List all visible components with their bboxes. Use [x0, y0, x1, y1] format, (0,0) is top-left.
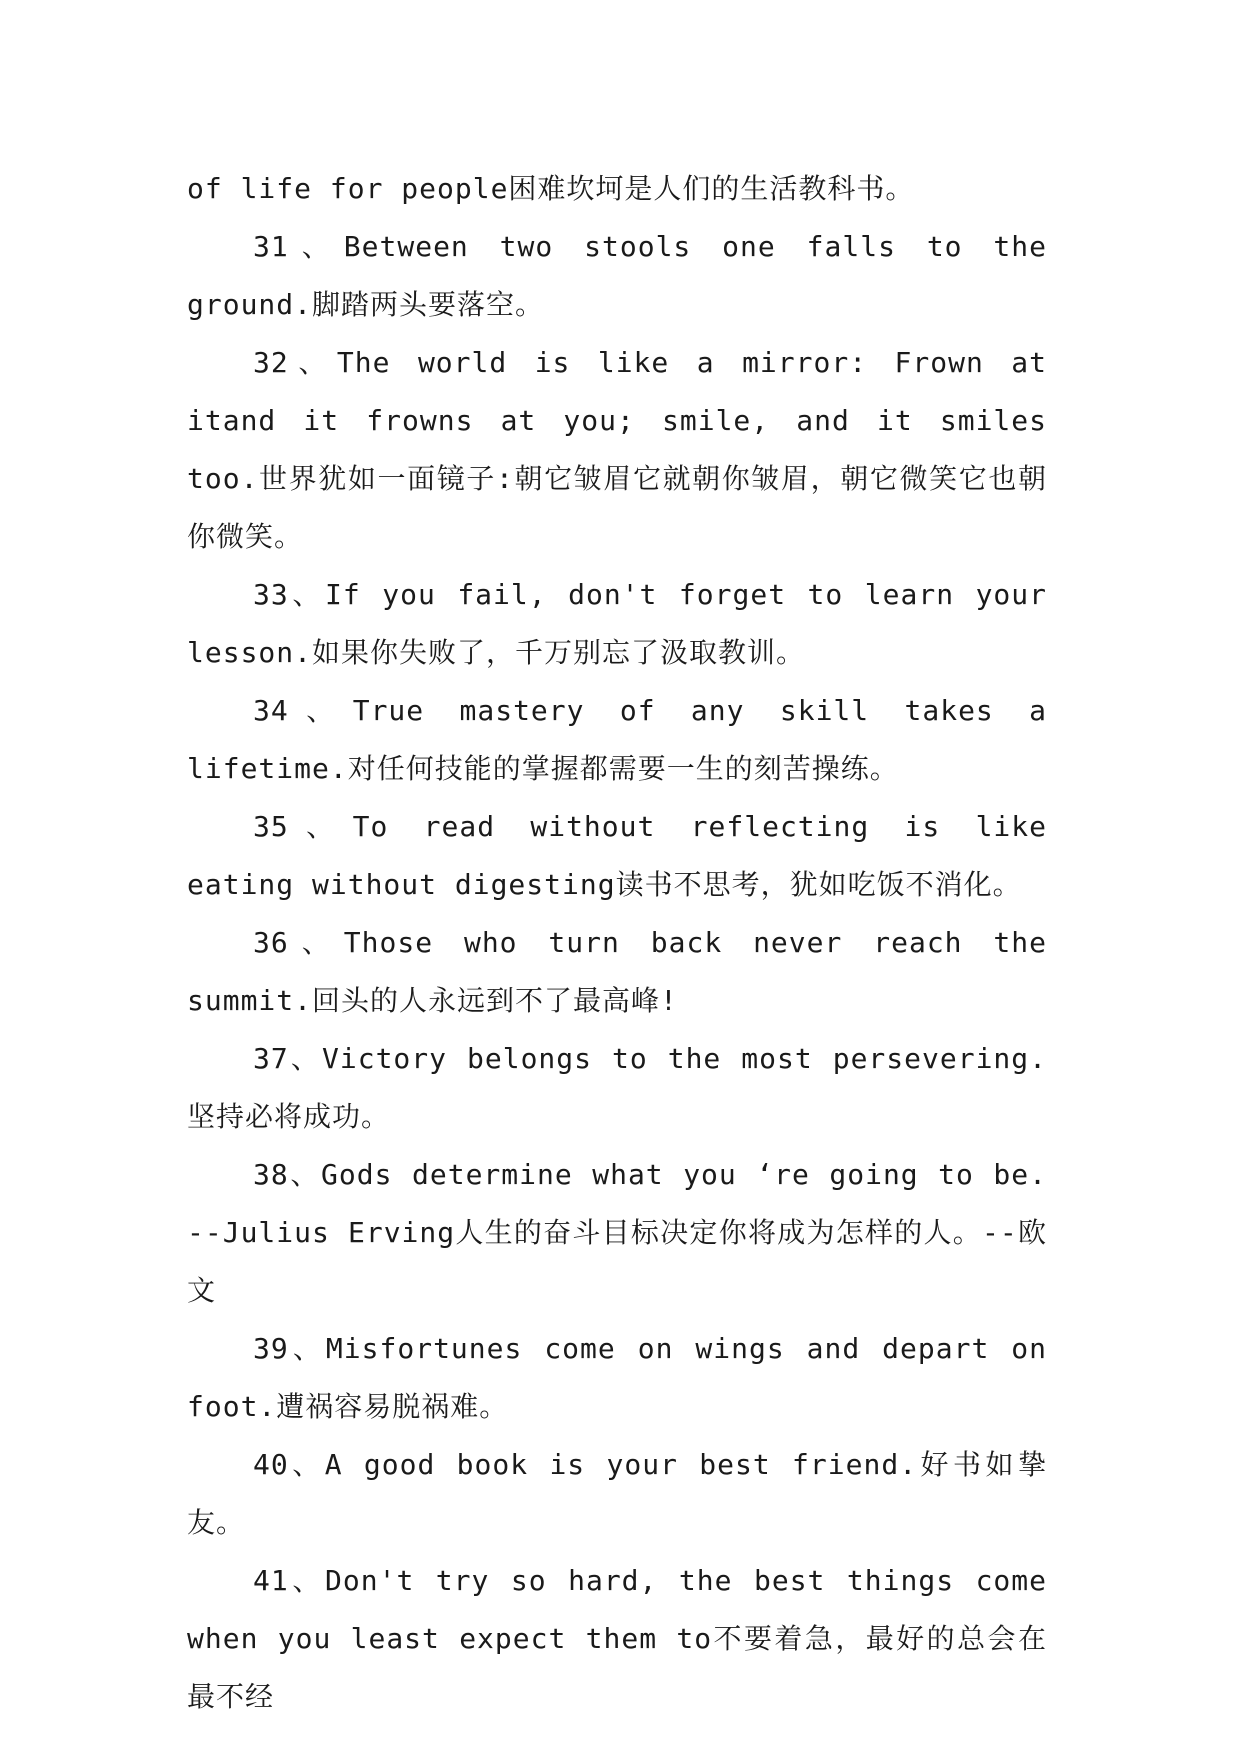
paragraph-38: 38、Gods determine what you ‘re going to be. --Julius Erving人生的奋斗目标决定你将成为怎样的人。--欧文 [187, 1158, 1047, 1307]
paragraph-33: 33、If you fail, don't forget to learn your lesson.如果你失败了，千万别忘了汲取教训。 [187, 578, 1047, 669]
paragraph-32: 32、The world is like a mirror: Frown at itand it frowns at you; smile, and it smiles too.世界犹如一面镜子:朝它皱眉它就朝你皱眉，朝它微笑它也朝你微笑。 [187, 346, 1047, 553]
paragraph-39: 39、Misfortunes come on wings and depart on foot.遭祸容易脱祸难。 [187, 1332, 1047, 1423]
paragraph-34: 34、True mastery of any skill takes a lifetime.对任何技能的掌握都需要一生的刻苦操练。 [187, 694, 1047, 785]
paragraph-36: 36、Those who turn back never reach the summit.回头的人永远到不了最高峰! [187, 926, 1047, 1017]
paragraph-37: 37、Victory belongs to the most persevering.坚持必将成功。 [187, 1042, 1047, 1133]
paragraph-35: 35、To read without reflecting is like eating without digesting读书不思考，犹如吃饭不消化。 [187, 810, 1047, 901]
paragraph-31: 31、Between two stools one falls to the ground.脚踏两头要落空。 [187, 230, 1047, 321]
paragraph-41: 41、Don't try so hard, the best things come when you least expect them to不要着急，最好的总会在最不经 [187, 1564, 1047, 1713]
paragraph-continuation: of life for people困难坎坷是人们的生活教科书。 [187, 172, 915, 205]
paragraph-40: 40、A good book is your best friend.好书如挚友。 [187, 1448, 1047, 1539]
document-body [187, 160, 1047, 1726]
